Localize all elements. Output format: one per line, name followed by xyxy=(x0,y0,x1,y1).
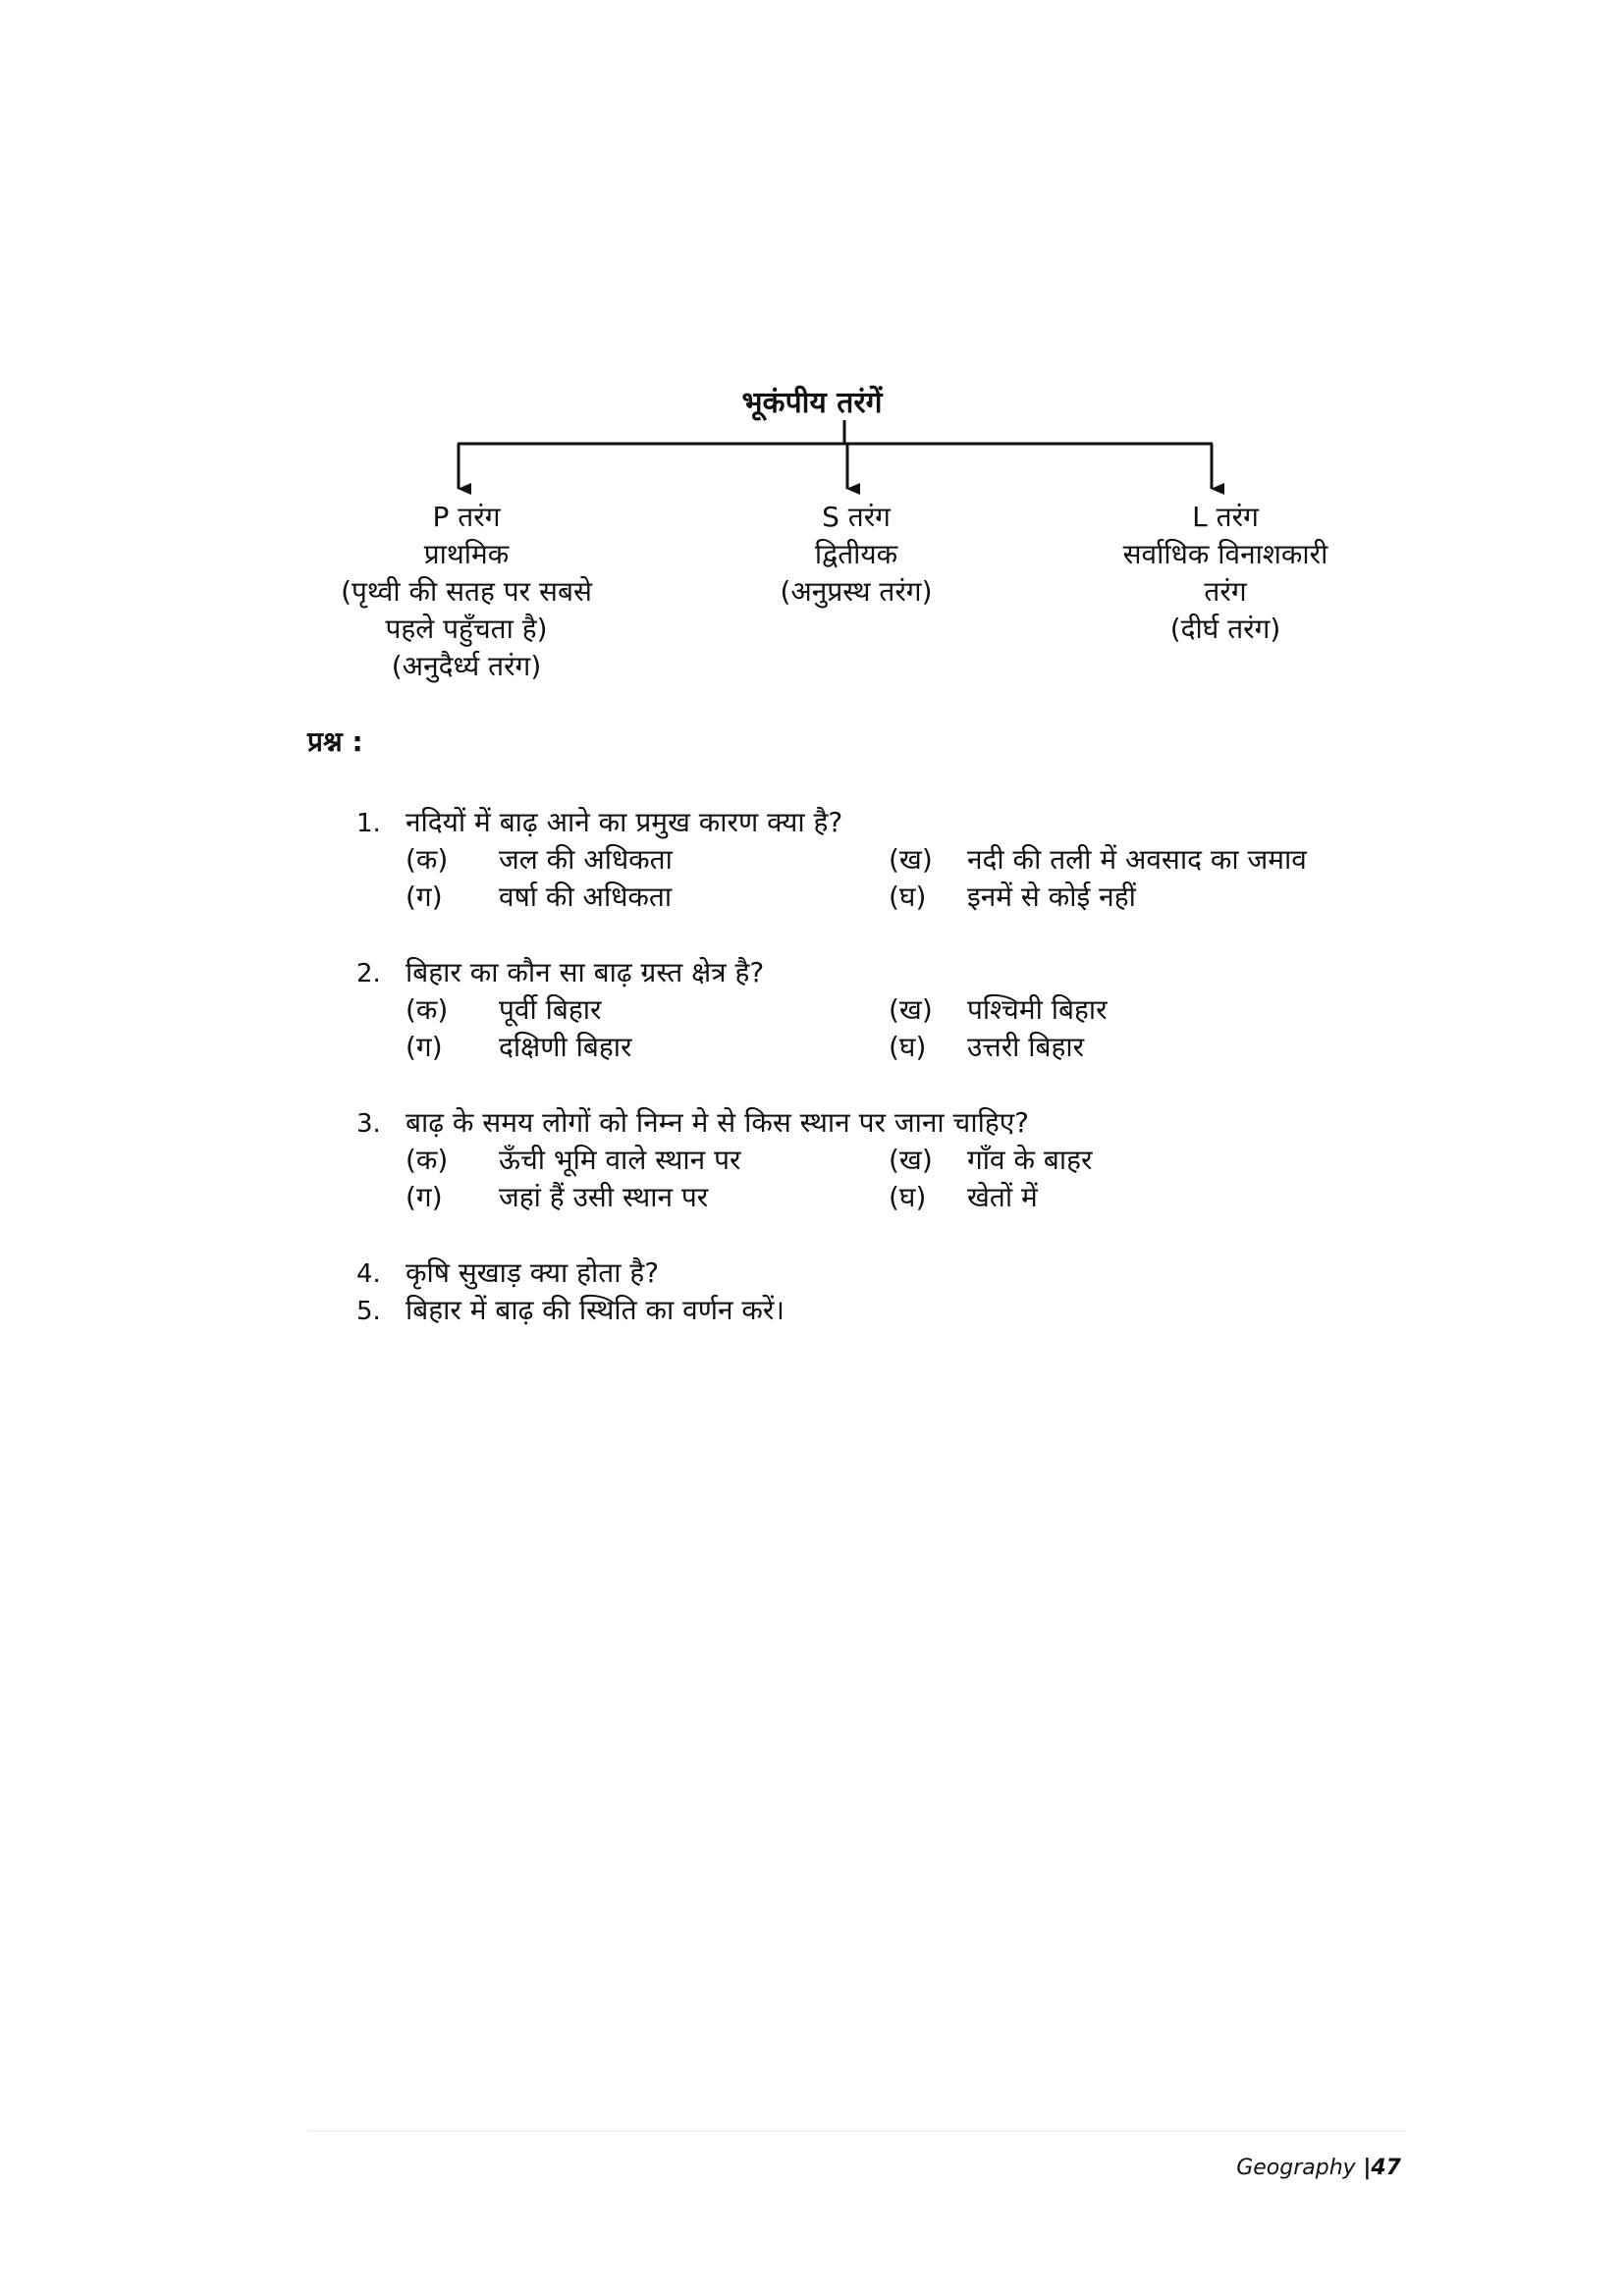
option-label: (घ) xyxy=(889,1181,927,1213)
option-text: पश्चिमी बिहार xyxy=(967,993,1108,1026)
wave-line: द्वितीयक xyxy=(814,538,898,570)
option-label: (घ) xyxy=(889,1031,927,1063)
wave-line: (दीर्घ तरंग) xyxy=(1169,613,1281,645)
option-text: जल की अधिकता xyxy=(499,843,673,876)
option-text: पूर्वी बिहार xyxy=(499,993,602,1026)
wave-line: पहले पहुँचता है) xyxy=(385,613,548,645)
option-text: ऊँची भूमि वाले स्थान पर xyxy=(499,1144,741,1176)
wave-s xyxy=(679,499,1033,611)
question-text: बाढ़ के समय लोगों को निम्न मे से किस स्थान पर जाना चाहिए? xyxy=(406,1106,1030,1139)
wave-line: (अनुदैर्ध्य तरंग) xyxy=(391,650,542,682)
option-text: दक्षिणी बिहार xyxy=(499,1031,632,1063)
wave-line: तरंग xyxy=(1204,575,1247,608)
option-label: (ग) xyxy=(406,1181,443,1213)
wave-line: (पृथ्वी की सतह पर सबसे xyxy=(341,575,592,608)
option-label: (क) xyxy=(406,843,449,876)
wave-l xyxy=(1049,499,1402,648)
wave-line: प्राथमिक xyxy=(423,538,510,570)
option-text: इनमें से कोई नहीं xyxy=(967,881,1136,913)
option-text: जहां हैं उसी स्थान पर xyxy=(499,1181,709,1213)
option-label: (ख) xyxy=(889,1144,933,1176)
option-label: (घ) xyxy=(889,881,927,913)
wave-p xyxy=(290,499,643,685)
wave-line: L तरंग xyxy=(1192,501,1259,533)
option-label: (क) xyxy=(406,1144,449,1176)
question-number: 5. xyxy=(356,1297,381,1326)
footer-separator: | xyxy=(1355,2156,1372,2180)
question-text: बिहार का कौन सा बाढ़ ग्रस्त क्षेत्र है? xyxy=(406,956,765,988)
option-label: (ग) xyxy=(406,1031,443,1063)
tree-connectors xyxy=(0,0,1624,510)
diagram-title: भूकंपीय तरंगें xyxy=(741,386,883,420)
page-footer xyxy=(1236,2156,1401,2180)
wave-line: (अनुप्रस्थ तरंग) xyxy=(780,575,933,608)
questions-heading: प्रश्न : xyxy=(307,725,363,758)
option-label: (ख) xyxy=(889,843,933,876)
question-number: 4. xyxy=(356,1259,381,1289)
question-text: बिहार में बाढ़ की स्थिति का वर्णन करें। xyxy=(406,1294,785,1326)
question-text: नदियों में बाढ़ आने का प्रमुख कारण क्या है? xyxy=(406,806,843,838)
option-text: खेतों में xyxy=(967,1181,1038,1213)
option-label: (क) xyxy=(406,993,449,1026)
option-label: (ग) xyxy=(406,881,443,913)
wave-line: सर्वाधिक विनाशकारी xyxy=(1122,538,1328,570)
question-number: 3. xyxy=(356,1109,381,1139)
question-number: 1. xyxy=(356,809,381,838)
footer-subject: Geography xyxy=(1236,2156,1356,2180)
option-text: वर्षा की अधिकता xyxy=(499,881,673,913)
option-text: नदी की तली में अवसाद का जमाव xyxy=(967,843,1307,876)
question-number: 2. xyxy=(356,959,381,988)
question-text: कृषि सुखाड़ क्या होता है? xyxy=(406,1256,660,1289)
footer-divider xyxy=(307,2130,1407,2132)
option-text: उत्तरी बिहार xyxy=(967,1031,1085,1063)
option-text: गाँव के बाहर xyxy=(967,1144,1093,1176)
wave-line: S तरंग xyxy=(822,501,891,533)
page-number: 47 xyxy=(1371,2156,1401,2180)
option-label: (ख) xyxy=(889,993,933,1026)
wave-line: P तरंग xyxy=(432,501,501,533)
